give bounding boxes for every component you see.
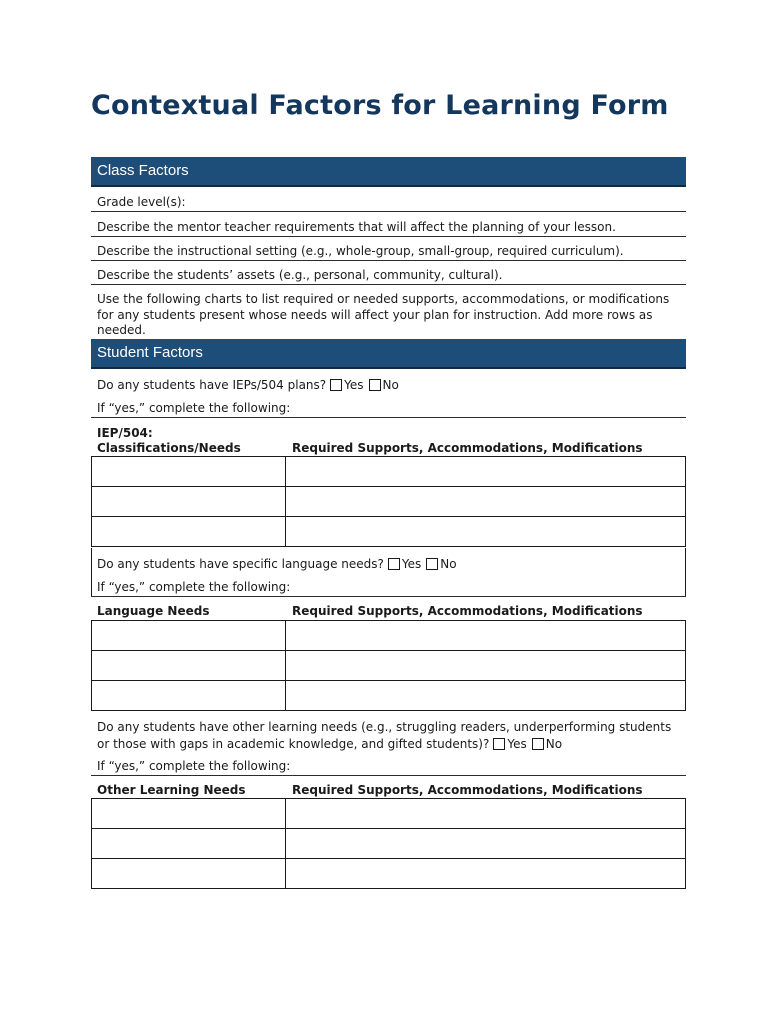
other-needs-cell[interactable] bbox=[92, 859, 286, 889]
class-factors-heading-text: Class Factors bbox=[97, 162, 189, 179]
iep-if-yes-text: If “yes,” complete the following: bbox=[97, 401, 291, 415]
other-question-row bbox=[91, 719, 686, 753]
iep-question-row bbox=[91, 378, 686, 393]
instructional-setting-label: Describe the instructional setting (e.g., whole-group, small-group, required curriculum). bbox=[97, 244, 624, 258]
table-row bbox=[92, 859, 686, 889]
iep-no-label: No bbox=[382, 378, 399, 392]
language-needs-cell[interactable] bbox=[92, 681, 286, 711]
students-assets-label: Describe the students’ assets (e.g., personal, community, cultural). bbox=[97, 268, 503, 282]
language-col1-header: Language Needs bbox=[97, 604, 210, 618]
language-if-yes-text: If “yes,” complete the following: bbox=[97, 580, 291, 594]
other-if-yes-text: If “yes,” complete the following: bbox=[97, 759, 291, 773]
divider bbox=[91, 211, 686, 212]
other-supports-cell[interactable] bbox=[286, 799, 686, 829]
language-no-checkbox[interactable] bbox=[426, 558, 438, 570]
divider bbox=[91, 596, 686, 597]
table-row bbox=[92, 651, 686, 681]
iep-supports-cell[interactable] bbox=[286, 517, 686, 547]
iep-supports-cell[interactable] bbox=[286, 487, 686, 517]
charts-instructions: Use the following charts to list required or needed supports, accommodations, or modifications for any students present whose needs will affect your plan for instruction. Add more rows as needed. bbox=[97, 292, 670, 337]
other-yes-checkbox[interactable] bbox=[493, 738, 505, 750]
iep-needs-cell[interactable] bbox=[92, 457, 286, 487]
table-row bbox=[92, 517, 686, 547]
iep-yes-checkbox[interactable] bbox=[330, 379, 342, 391]
iep-question-text: Do any students have IEPs/504 plans? bbox=[97, 378, 327, 392]
other-no-label: No bbox=[545, 737, 563, 751]
other-no-checkbox[interactable] bbox=[532, 738, 544, 750]
other-supports-cell[interactable] bbox=[286, 829, 686, 859]
divider bbox=[91, 775, 686, 776]
language-supports-cell[interactable] bbox=[286, 681, 686, 711]
other-question-text: Do any students have other learning needs (e.g., struggling readers, underperforming students or those with gaps in academic knowledge, and gifted students)? bbox=[97, 720, 672, 751]
table-row bbox=[92, 829, 686, 859]
divider bbox=[91, 284, 686, 285]
iep-col1-header-line2: Classifications/Needs bbox=[97, 441, 241, 455]
language-question-row bbox=[91, 557, 686, 572]
table-row bbox=[92, 621, 686, 651]
language-yes-checkbox[interactable] bbox=[388, 558, 400, 570]
divider bbox=[91, 236, 686, 237]
student-factors-heading-text: Student Factors bbox=[97, 344, 203, 361]
language-col2-header: Required Supports, Accommodations, Modifications bbox=[292, 604, 643, 618]
iep-supports-cell[interactable] bbox=[286, 457, 686, 487]
iep-yes-label: Yes bbox=[344, 378, 364, 392]
other-supports-cell[interactable] bbox=[286, 859, 686, 889]
iep-needs-cell[interactable] bbox=[92, 517, 286, 547]
other-yes-label: Yes bbox=[507, 737, 527, 751]
language-question-text: Do any students have specific language needs? bbox=[97, 557, 384, 571]
language-supports-cell[interactable] bbox=[286, 651, 686, 681]
class-factors-heading bbox=[91, 157, 686, 187]
iep-table bbox=[91, 456, 686, 547]
table-row bbox=[92, 681, 686, 711]
mentor-requirements-label: Describe the mentor teacher requirements that will affect the planning of your lesson. bbox=[97, 220, 616, 234]
iep-col1-header-line1: IEP/504: bbox=[97, 426, 153, 440]
language-supports-cell[interactable] bbox=[286, 621, 686, 651]
language-yes-label: Yes bbox=[401, 557, 422, 571]
language-no-label: No bbox=[440, 557, 457, 571]
other-needs-cell[interactable] bbox=[92, 829, 286, 859]
student-factors-heading bbox=[91, 339, 686, 369]
other-col2-header: Required Supports, Accommodations, Modifications bbox=[292, 783, 643, 797]
other-col1-header: Other Learning Needs bbox=[97, 783, 246, 797]
iep-col2-header: Required Supports, Accommodations, Modifications bbox=[292, 441, 643, 455]
table-row bbox=[92, 799, 686, 829]
divider bbox=[91, 417, 686, 418]
page-title: Contextual Factors for Learning Form bbox=[91, 90, 669, 121]
iep-needs-cell[interactable] bbox=[92, 487, 286, 517]
other-needs-cell[interactable] bbox=[92, 799, 286, 829]
iep-no-checkbox[interactable] bbox=[369, 379, 381, 391]
language-needs-cell[interactable] bbox=[92, 621, 286, 651]
table-row bbox=[92, 487, 686, 517]
grade-level-label: Grade level(s): bbox=[97, 195, 186, 209]
table-row bbox=[92, 457, 686, 487]
divider bbox=[91, 260, 686, 261]
other-table bbox=[91, 798, 686, 889]
language-needs-cell[interactable] bbox=[92, 651, 286, 681]
language-table bbox=[91, 620, 686, 711]
